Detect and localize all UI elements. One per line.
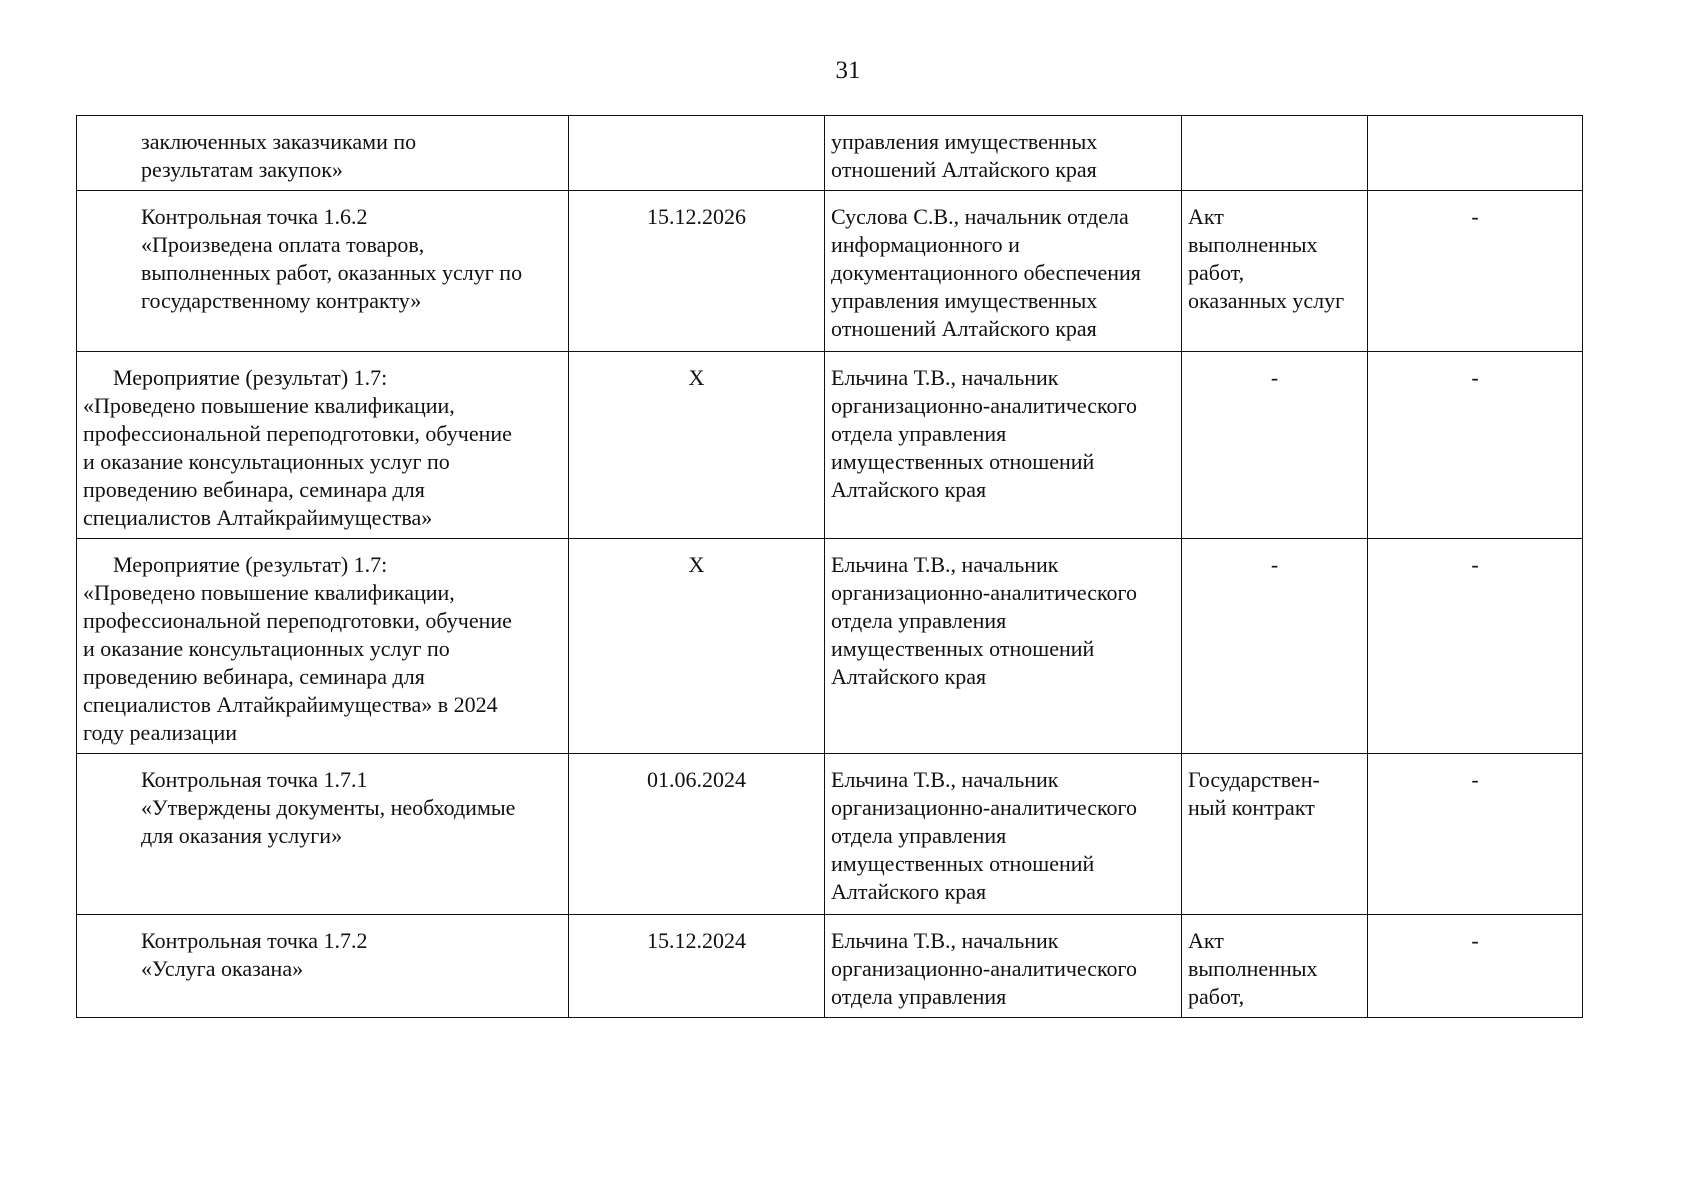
event-name-line: проведению вебинара, семинара для: [83, 477, 425, 502]
plan-table: [76, 115, 1583, 1018]
document-line: работ,: [1188, 260, 1245, 285]
event-name-line: выполненных работ, оказанных услуг по: [141, 260, 523, 285]
responsible-cell: [825, 915, 1182, 1018]
responsible-line: информационного и: [831, 232, 1020, 257]
responsible-line: имущественных отношений: [831, 449, 1095, 474]
responsible-line: отдела управления: [831, 421, 1007, 446]
responsible-line: Ельчина Т.В., начальник: [831, 767, 1059, 792]
event-name-line: и оказание консультационных услуг по: [83, 636, 450, 661]
responsible-line: организационно-аналитического: [831, 393, 1138, 418]
event-name-cell: [77, 915, 569, 1018]
note-cell: -: [1368, 915, 1583, 1018]
table-row: [77, 116, 1583, 191]
event-name-line: специалистов Алтайкрайимущества»: [83, 505, 433, 530]
responsible-line: Ельчина Т.В., начальник: [831, 928, 1059, 953]
responsible-line: имущественных отношений: [831, 636, 1095, 661]
note-cell: -: [1368, 352, 1583, 539]
note-cell: -: [1368, 539, 1583, 754]
document-line: выполненных: [1188, 232, 1318, 257]
event-name-line: государственному контракту»: [141, 288, 422, 313]
responsible-line: Ельчина Т.В., начальник: [831, 365, 1059, 390]
responsible-cell: [825, 352, 1182, 539]
event-name-line: Контрольная точка 1.7.1: [141, 767, 368, 792]
responsible-line: Алтайского края: [831, 879, 987, 904]
responsible-line: отношений Алтайского края: [831, 157, 1097, 182]
responsible-line: имущественных отношений: [831, 851, 1095, 876]
responsible-line: отдела управления: [831, 984, 1007, 1009]
event-name-line: и оказание консультационных услуг по: [83, 449, 450, 474]
event-name-line: «Услуга оказана»: [141, 956, 304, 981]
document-line: работ,: [1188, 984, 1245, 1009]
event-name-line: «Утверждены документы, необходимые: [141, 795, 516, 820]
event-name-line: Контрольная точка 1.7.2: [141, 928, 368, 953]
event-name-line: профессиональной переподготовки, обучение: [83, 608, 512, 633]
document-cell: [1182, 191, 1368, 352]
event-name-line: специалистов Алтайкрайимущества» в 2024: [83, 692, 498, 717]
event-name-line: «Проведено повышение квалификации,: [83, 580, 455, 605]
responsible-cell: [825, 754, 1182, 915]
document-line: Акт: [1188, 204, 1224, 229]
event-name-line: «Произведена оплата товаров,: [141, 232, 425, 257]
document-line: Государствен-: [1188, 767, 1320, 792]
document-line: -: [1270, 552, 1279, 577]
event-name-cell: [77, 754, 569, 915]
responsible-line: организационно-аналитического: [831, 956, 1138, 981]
event-name-line: заключенных заказчиками по: [141, 129, 417, 154]
event-name-cell: [77, 539, 569, 754]
document-line: Акт: [1188, 928, 1224, 953]
responsible-line: документационного обеспечения: [831, 260, 1141, 285]
document-line: ный контракт: [1188, 795, 1315, 820]
event-name-line: году реализации: [83, 720, 238, 745]
responsible-line: Алтайского края: [831, 477, 987, 502]
responsible-line: управления имущественных: [831, 288, 1098, 313]
responsible-line: Суслова С.В., начальник отдела: [831, 204, 1129, 229]
event-name-line: проведению вебинара, семинара для: [83, 664, 425, 689]
responsible-line: отношений Алтайского края: [831, 316, 1097, 341]
responsible-line: управления имущественных: [831, 129, 1098, 154]
responsible-line: Алтайского края: [831, 664, 987, 689]
document-cell: [1182, 915, 1368, 1018]
responsible-line: Ельчина Т.В., начальник: [831, 552, 1059, 577]
date-cell: Х: [569, 352, 825, 539]
note-cell: [1368, 116, 1583, 191]
event-name-cell: [77, 352, 569, 539]
event-name-cell: [77, 116, 569, 191]
document-cell: [1182, 116, 1368, 191]
responsible-cell: [825, 191, 1182, 352]
event-name-cell: [77, 191, 569, 352]
document-cell: [1182, 754, 1368, 915]
date-cell: 01.06.2024: [569, 754, 825, 915]
responsible-line: организационно-аналитического: [831, 580, 1138, 605]
event-name-line: Контрольная точка 1.6.2: [141, 204, 368, 229]
page-number: 31: [835, 57, 861, 84]
responsible-cell: [825, 116, 1182, 191]
responsible-line: отдела управления: [831, 608, 1007, 633]
table-row: [77, 754, 1583, 915]
date-cell: Х: [569, 539, 825, 754]
event-name-line: Мероприятие (результат) 1.7:: [113, 365, 388, 390]
table-row: [77, 191, 1583, 352]
table-row: [77, 915, 1583, 1018]
event-name-line: профессиональной переподготовки, обучение: [83, 421, 512, 446]
event-name-line: результатам закупок»: [141, 157, 343, 182]
document-cell: [1182, 352, 1368, 539]
event-name-line: Мероприятие (результат) 1.7:: [113, 552, 388, 577]
date-cell: 15.12.2026: [569, 191, 825, 352]
document-cell: [1182, 539, 1368, 754]
table-row: [77, 352, 1583, 539]
note-cell: -: [1368, 754, 1583, 915]
date-cell: [569, 116, 825, 191]
responsible-line: отдела управления: [831, 823, 1007, 848]
event-name-line: «Проведено повышение квалификации,: [83, 393, 455, 418]
responsible-line: организационно-аналитического: [831, 795, 1138, 820]
table-row: [77, 539, 1583, 754]
document-line: -: [1270, 365, 1279, 390]
date-cell: 15.12.2024: [569, 915, 825, 1018]
document-line: оказанных услуг: [1188, 288, 1345, 313]
responsible-cell: [825, 539, 1182, 754]
note-cell: -: [1368, 191, 1583, 352]
event-name-line: для оказания услуги»: [141, 823, 343, 848]
document-line: выполненных: [1188, 956, 1318, 981]
